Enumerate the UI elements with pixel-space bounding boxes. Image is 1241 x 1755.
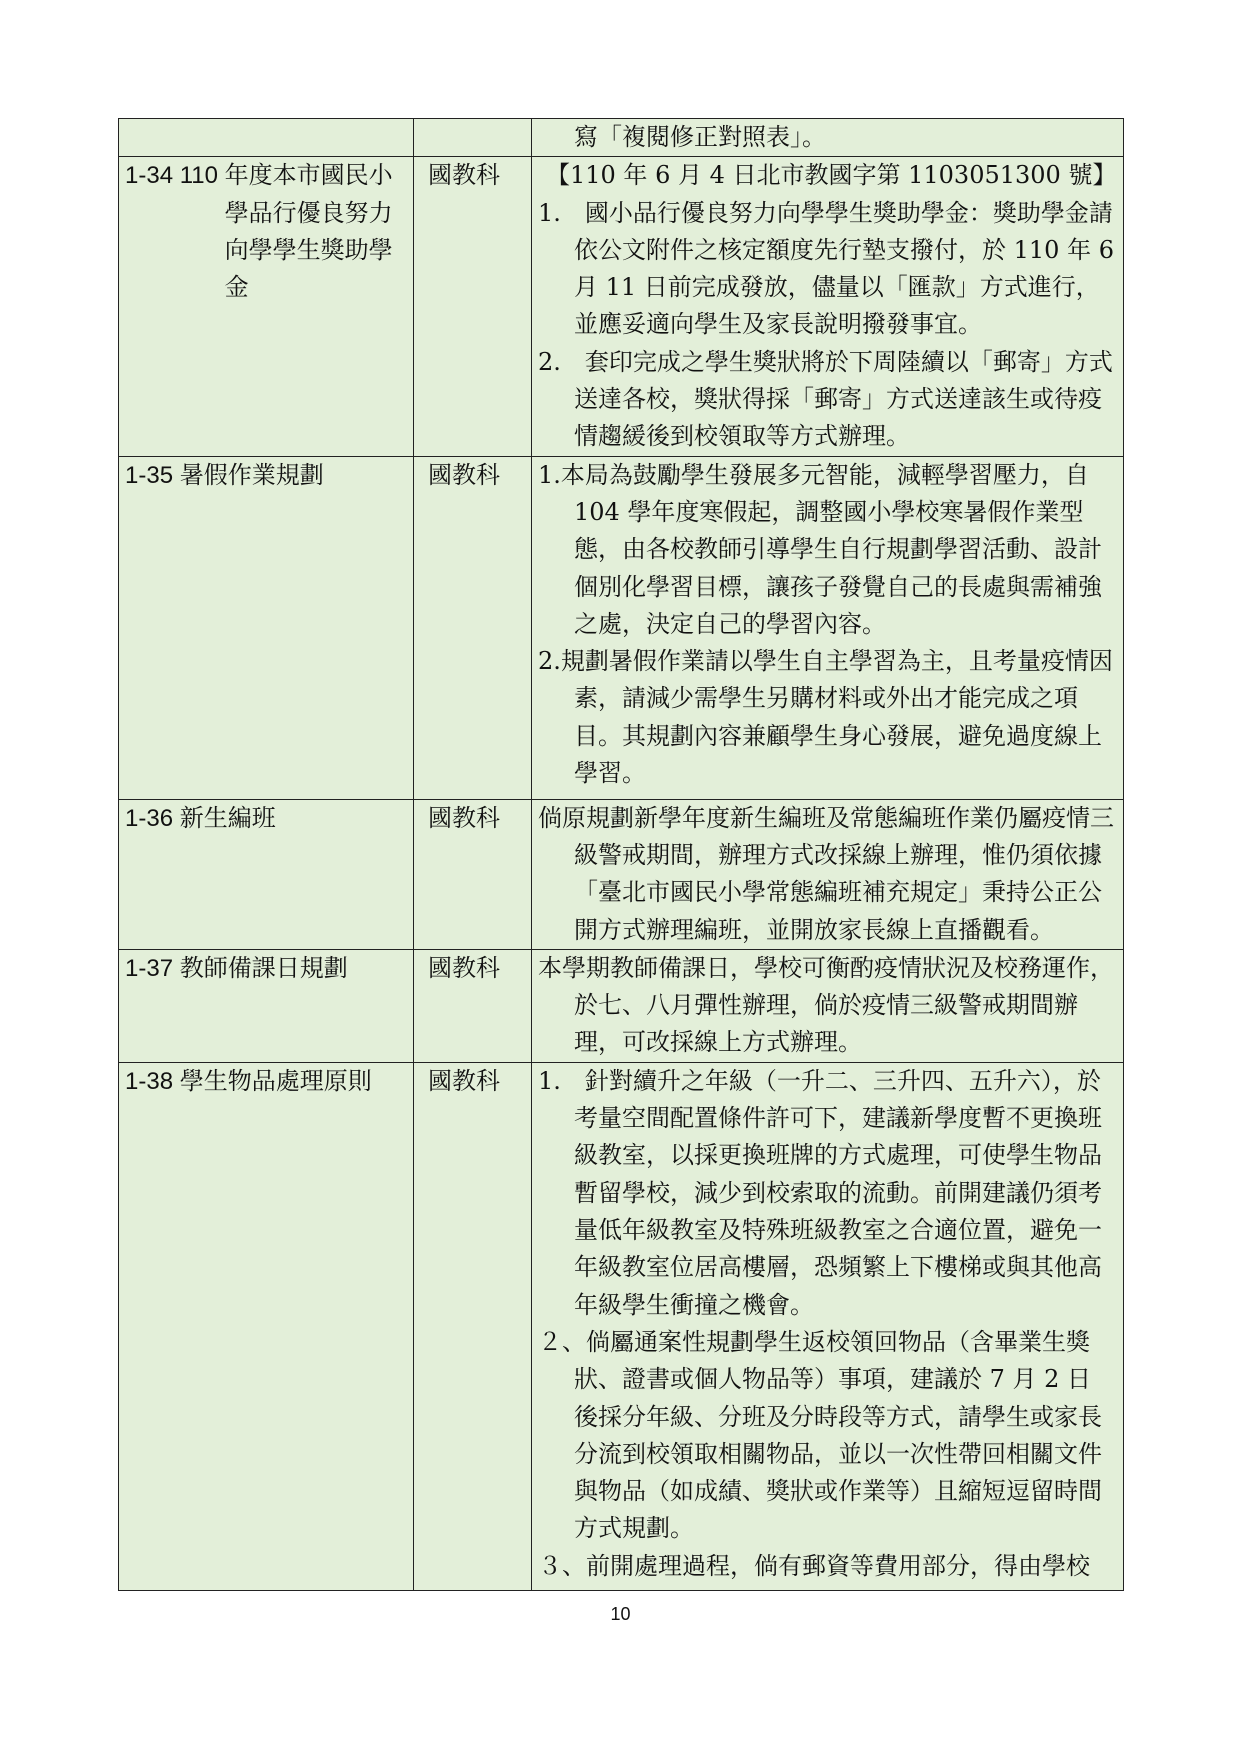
department-cell: 國教科 [414, 157, 532, 456]
topic-cell [119, 799, 414, 949]
content-item: 本學期教師備課日，學校可衡酌疫情狀況及校務運作，於七、八月彈性辦理，倘於疫情三級警戒期間辦理，可改採線上方式辦理。 [538, 953, 1114, 1057]
page-number: 10 [610, 1604, 631, 1624]
department-cell: 國教科 [414, 1062, 532, 1590]
content-item: ２、倘屬通案性規劃學生返校領回物品（含畢業生獎狀、證書或個人物品等）事項，建議於 7 月 2 日後採分年級、分班及分時段等方式，請學生或家長分流到校領取相關物品，並以一次性帶回相關文件與物品（如成績、獎狀或作業等）且縮短逗留時間方式規劃。 [538, 1327, 1102, 1543]
item-title: 教師備課日規劃 [179, 953, 348, 982]
document-reference: 【110 年 6 月 4 日北市教國字第 1103051300 號】 [546, 161, 1117, 190]
item-number: 1-36 [125, 804, 180, 832]
topic-cell [119, 949, 414, 1062]
content-cell [532, 119, 1124, 157]
topic-cell [119, 1062, 414, 1590]
table-row [119, 157, 1124, 456]
content-cell [532, 1062, 1124, 1590]
item-title: 年度本市國民小學品行優良努力向學學生獎助學金 [224, 161, 393, 302]
content-item: 寫「複閱修正對照表」。 [574, 123, 826, 151]
content-item: 2.規劃暑假作業請以學生自主學習為主，且考量疫情因素，請減少需學生另購材料或外出才能完成之項目。其規劃內容兼顧學生身心發展，避免過度線上學習。 [538, 647, 1113, 788]
content-cell [532, 799, 1124, 949]
item-number: 1-34 110 [125, 162, 225, 190]
content-item: ３、前開處理過程，倘有郵資等費用部分，得由學校 [538, 1551, 1090, 1580]
department-cell: 國教科 [414, 799, 532, 949]
content-item: 2. 套印完成之學生獎狀將於下周陸續以「郵寄」方式送達各校，獎狀得採「郵寄」方式送達該生或待疫情趨緩後到校領取等方式辦理。 [538, 347, 1113, 451]
content-cell [532, 949, 1124, 1062]
content-cell [532, 456, 1124, 799]
table-row [119, 949, 1124, 1062]
table-row [119, 456, 1124, 799]
content-cell [532, 157, 1124, 456]
item-number: 1-37 [125, 954, 180, 982]
topic-cell [119, 456, 414, 799]
measures-table [118, 118, 1124, 1591]
content-item: 1. 針對續升之年級（一升二、三升四、五升六），於考量空間配置條件許可下，建議新學度暫不更換班級教室，以採更換班牌的方式處理，可使學生物品暫留學校，減少到校索取的流動。前開建議仍須考量低年級教室及特殊班級教室之合適位置，避免一年級教室位居高樓層，恐頻繁上下樓梯或與其他高年級學生衝撞之機會。 [538, 1066, 1102, 1319]
content-item: 倘原規劃新學年度新生編班及常態編班作業仍屬疫情三級警戒期間，辦理方式改採線上辦理，惟仍須依據「臺北市國民小學常態編班補充規定」秉持公正公開方式辦理編班，並開放家長線上直播觀看。 [538, 803, 1114, 944]
table-row [119, 1062, 1124, 1590]
item-title: 暑假作業規劃 [179, 460, 324, 489]
content-item: 1. 國小品行優良努力向學學生獎助學金：獎助學金請依公文附件之核定額度先行墊支撥付，於 110 年 6 月 11 日前完成發放，儘量以「匯款」方式進行，並應妥適向學生及家長說明撥發事宜。 [538, 198, 1114, 339]
item-title: 新生編班 [179, 803, 276, 832]
topic-cell [119, 119, 414, 157]
item-number: 1-38 [125, 1067, 180, 1095]
item-number: 1-35 [125, 461, 180, 489]
table-row [119, 119, 1124, 157]
department-cell [414, 119, 532, 157]
content-item: 1.本局為鼓勵學生發展多元智能，減輕學習壓力，自 104 學年度寒假起，調整國小學校寒暑假作業型態，由各校教師引導學生自行規劃學習活動、設計個別化學習目標，讓孩子發覺自己的長處與需補強之處，決定自己的學習內容。 [538, 460, 1102, 638]
department-cell: 國教科 [414, 456, 532, 799]
table-row [119, 799, 1124, 949]
department-cell: 國教科 [414, 949, 532, 1062]
item-title: 學生物品處理原則 [179, 1066, 372, 1095]
topic-cell [119, 157, 414, 456]
